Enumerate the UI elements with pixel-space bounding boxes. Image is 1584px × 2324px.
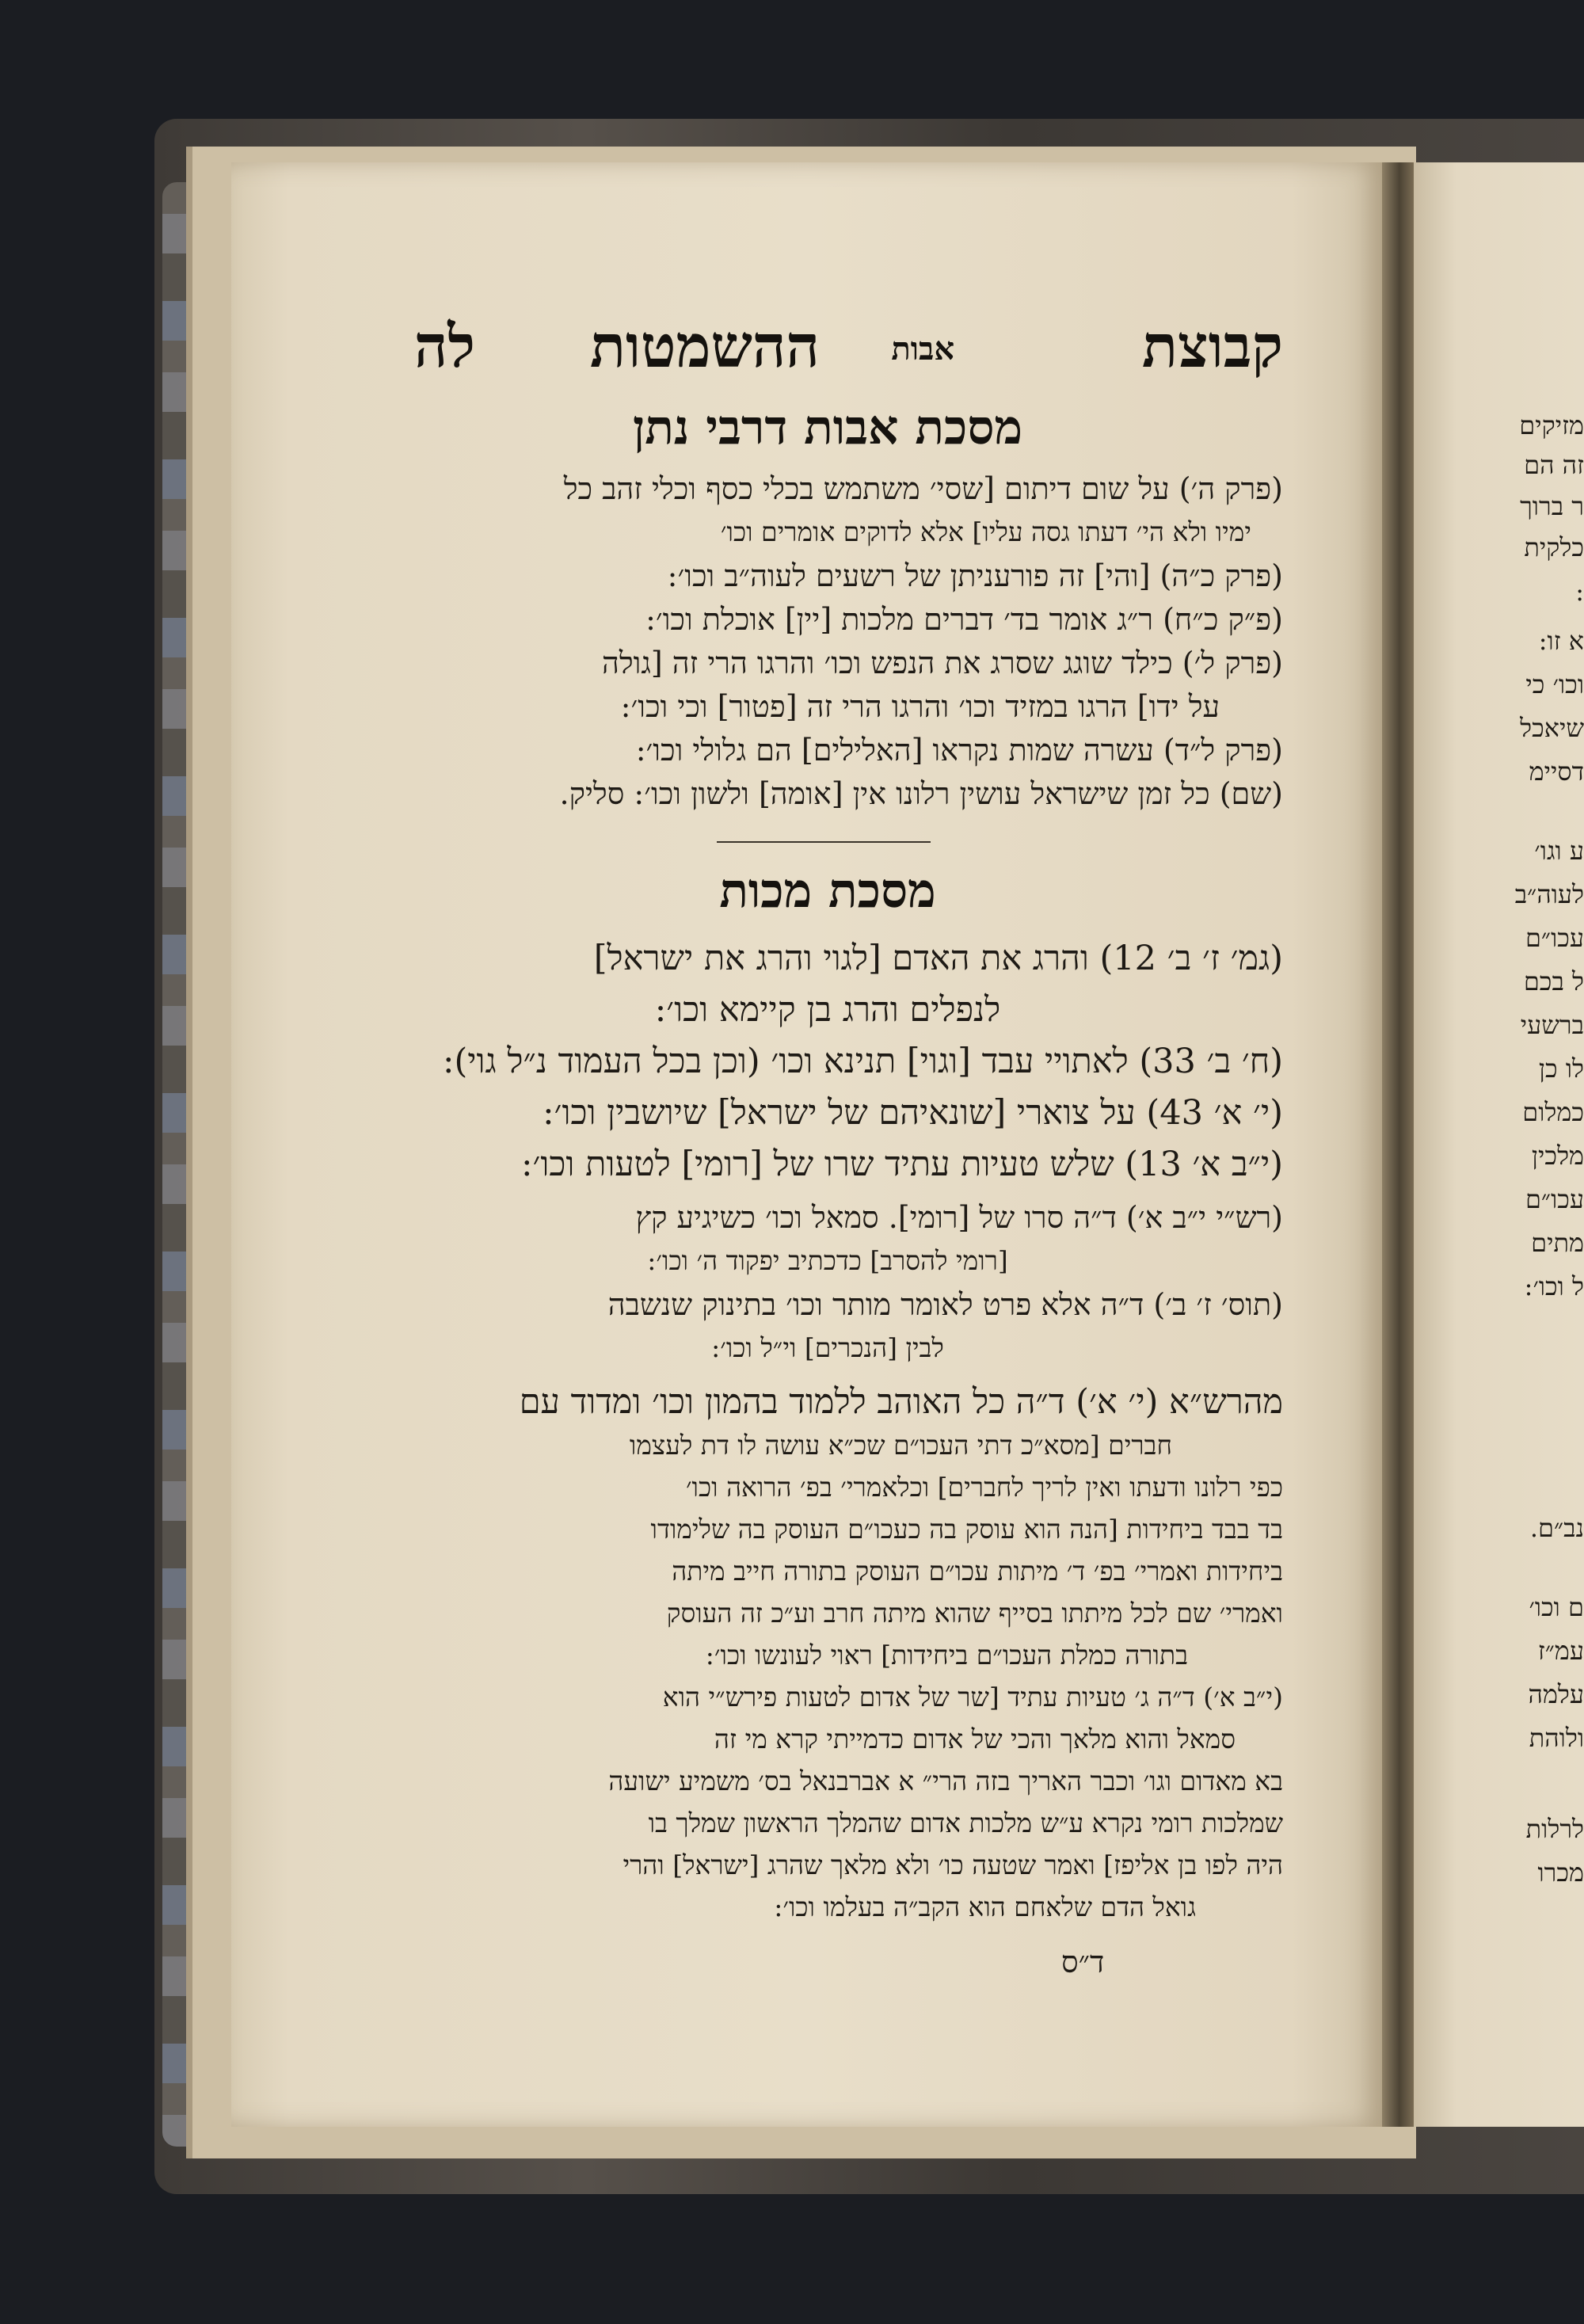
maharsha-line: בתורה כמלת העכו״ם ביחידות] ראוי לעונשו וכו׳: bbox=[705, 1640, 1188, 1671]
facing-page-fragment: נב״ם. bbox=[1529, 1513, 1584, 1543]
text-line: (גמ׳ ז׳ ב׳ 12) והרג את האדם [לגוי והרג את ישראל] bbox=[593, 939, 1283, 978]
page-number: לה bbox=[413, 313, 475, 381]
maharsha-line: (י״ב א׳) ד״ה ג׳ טעיות עתיד [שר של אדום לטעות פירש״י הוא bbox=[662, 1682, 1283, 1713]
facing-page-fragment: ל בכם bbox=[1523, 966, 1584, 996]
catchword: ד״ס bbox=[1061, 1945, 1105, 1979]
book-gutter bbox=[1382, 162, 1414, 2127]
facing-page-fragment: עכו״ם bbox=[1525, 1184, 1584, 1214]
text-line: לנפלים והרג בן קיימא וכו׳: bbox=[654, 990, 1001, 1030]
facing-page-fragment: זה הם bbox=[1524, 450, 1584, 480]
maharsha-line: בא מאדום וגו׳ וכבר האריך בזה הרי״ א אברבנאל בס׳ משמיע ישועה bbox=[608, 1766, 1283, 1796]
text-line: (י׳ א׳ 43) על צוארי [שונאיהם של ישראל] שיושבין וכו׳: bbox=[543, 1093, 1283, 1133]
facing-page-fragment: לו כן bbox=[1538, 1053, 1584, 1084]
facing-page-fragment: מזיקים bbox=[1519, 410, 1584, 440]
text-line: (י״ב א׳ 13) שלש טעיות עתיד שרו של [רומי] לטעות וכו׳: bbox=[520, 1145, 1283, 1184]
text-line: (שם) כל זמן שישראל עושין רלונו אין [אומה] ולשון וכו׳: סליק. bbox=[559, 776, 1283, 811]
running-head bbox=[372, 313, 1283, 384]
facing-page-fragment: : bbox=[1575, 577, 1584, 607]
maharsha-line: ביחידות ואמרי׳ בפ׳ ד׳ מיתות עכו״ם העוסק בתורה חייב מיתה bbox=[672, 1556, 1283, 1587]
text-line: ימיו ולא הי׳ דעתו גסה עליו] אלא לדוקים אומרים וכו׳ bbox=[720, 516, 1251, 547]
maharsha-line: ואמרי׳ שם לכל מיתתו בסייף שהוא מיתה חרב וע״כ זה העוסק bbox=[666, 1598, 1283, 1629]
facing-page-fragment: לעוה״ב bbox=[1514, 879, 1584, 909]
facing-page-fragment: עלמה bbox=[1528, 1679, 1584, 1709]
text-line: (פרק ל׳) כילד שוגג שסרג את הנפש וכו׳ והרגו הרי זה [גולה bbox=[602, 646, 1283, 680]
facing-page-fragment: ם וכו׳ bbox=[1529, 1592, 1584, 1622]
facing-page-fragment: עכו״ם bbox=[1525, 923, 1584, 953]
maharsha-line: חברים [מסא״כ דתי העכו״ם שכ״א עושה לו דת לעצמו bbox=[629, 1430, 1172, 1461]
text-line: (פרק כ״ה) [והי] זה פורעניתן של רשעים לעוה״ב וכו׳: bbox=[667, 558, 1283, 593]
facing-page-fragment: עמ״ז bbox=[1537, 1636, 1584, 1666]
section-title-makkot: מסכת מכות bbox=[719, 863, 936, 919]
text-line: על ידו] הרגו במזיד וכו׳ והרגו הרי זה [פטור] וכי וכו׳: bbox=[620, 689, 1220, 724]
facing-page-fragment: א זו: bbox=[1538, 626, 1584, 656]
maharsha-line: שמלכות רומי נקרא ע״ש מלכות אדום שהמלך הראשון שמלך בו bbox=[648, 1808, 1283, 1838]
facing-page-fragment: ולוהת bbox=[1529, 1723, 1584, 1753]
text-line: (רש״י י״ב א׳) ד״ה סרו של [רומי]. סמאל וכו׳ כשיגיע קץ bbox=[635, 1200, 1283, 1235]
section-title-avot-drabbi-natan: מסכת אבות דרבי נתן bbox=[632, 400, 1023, 455]
facing-page-fragment: מתים bbox=[1531, 1228, 1584, 1258]
maharsha-line: היה לפו בן אליפז] ואמר שטעה כו׳ ולא מלאך שהרג [ישראל] והרי bbox=[623, 1850, 1283, 1880]
running-head-subtitle: אבות bbox=[891, 330, 954, 368]
maharsha-line: סמאל והוא מלאך והכי של אדום כדמייתי קרא מי זה bbox=[714, 1724, 1236, 1754]
facing-page-fragment: וכו׳ כי bbox=[1525, 669, 1584, 699]
section-divider bbox=[717, 841, 931, 843]
facing-page-fragment: שיאכל bbox=[1520, 713, 1584, 743]
running-head-title: קבוצת bbox=[1141, 313, 1283, 381]
text-line: [רומי להסרב] כדכתיב יפקוד ה׳ וכו׳: bbox=[647, 1245, 1008, 1276]
text-line: לבין [הנכרים] וי״ל וכו׳: bbox=[711, 1332, 944, 1363]
maharsha-line: גואל הדם שלאחם הוא הקב״ה בעלמו וכו׳: bbox=[774, 1892, 1196, 1922]
facing-page-fragment: ברשעי bbox=[1520, 1010, 1584, 1040]
facing-page-fragment: כלקית bbox=[1524, 532, 1584, 562]
facing-page-fragment: מלכין bbox=[1531, 1141, 1584, 1171]
facing-page-fragment: מכרו bbox=[1537, 1857, 1584, 1888]
facing-page-fragment: ר ברוך bbox=[1520, 491, 1584, 521]
maharsha-line: מהרש״א (י׳ א׳) ד״ה כל האוהב ללמוד בהמון וכו׳ ומדוד עם bbox=[519, 1382, 1283, 1422]
text-line: (ח׳ ב׳ 33) לאתויי עבד [וגוי] תנינא וכו׳ (וכן בכל העמוד נ״ל גוי): bbox=[442, 1042, 1283, 1081]
maharsha-line: בד בבד ביחידות [הנה הוא עוסק בה כעכו״ם העוסק בה שלימודו bbox=[650, 1514, 1283, 1545]
text-line: (פ״ק כ״ח) ר״ג אומר בד׳ דברים מלכות [יין] אוכלת וכו׳: bbox=[645, 602, 1283, 637]
running-head-word: ההשמטות bbox=[589, 313, 820, 381]
text-line: (פרק ה׳) על שום דיתום [שסי׳ משתמש בכלי כסף וכלי זהב כל bbox=[563, 471, 1283, 506]
facing-page-fragment: ל וכו׳: bbox=[1524, 1271, 1584, 1301]
text-line: (פרק ל״ד) עשרה שמות נקראו [האלילים] הם גלולי וכו׳: bbox=[635, 733, 1283, 768]
text-line: (תוס׳ ז׳ ב׳) ד״ה אלא פרט לאומר מותר וכו׳ בתינוק שנשבה bbox=[607, 1287, 1283, 1322]
facing-page-fragment: כמלום bbox=[1522, 1097, 1584, 1127]
facing-page-fragment: דסיימ bbox=[1529, 756, 1584, 787]
maharsha-line: כפי רלונו ודעתו ואין לריך לחברים] וכלאמרי׳ בפ׳ הרואה וכו׳ bbox=[685, 1472, 1283, 1503]
facing-page-fragment: ע וגו׳ bbox=[1534, 836, 1584, 866]
facing-page-fragment: לרלות bbox=[1525, 1814, 1584, 1844]
